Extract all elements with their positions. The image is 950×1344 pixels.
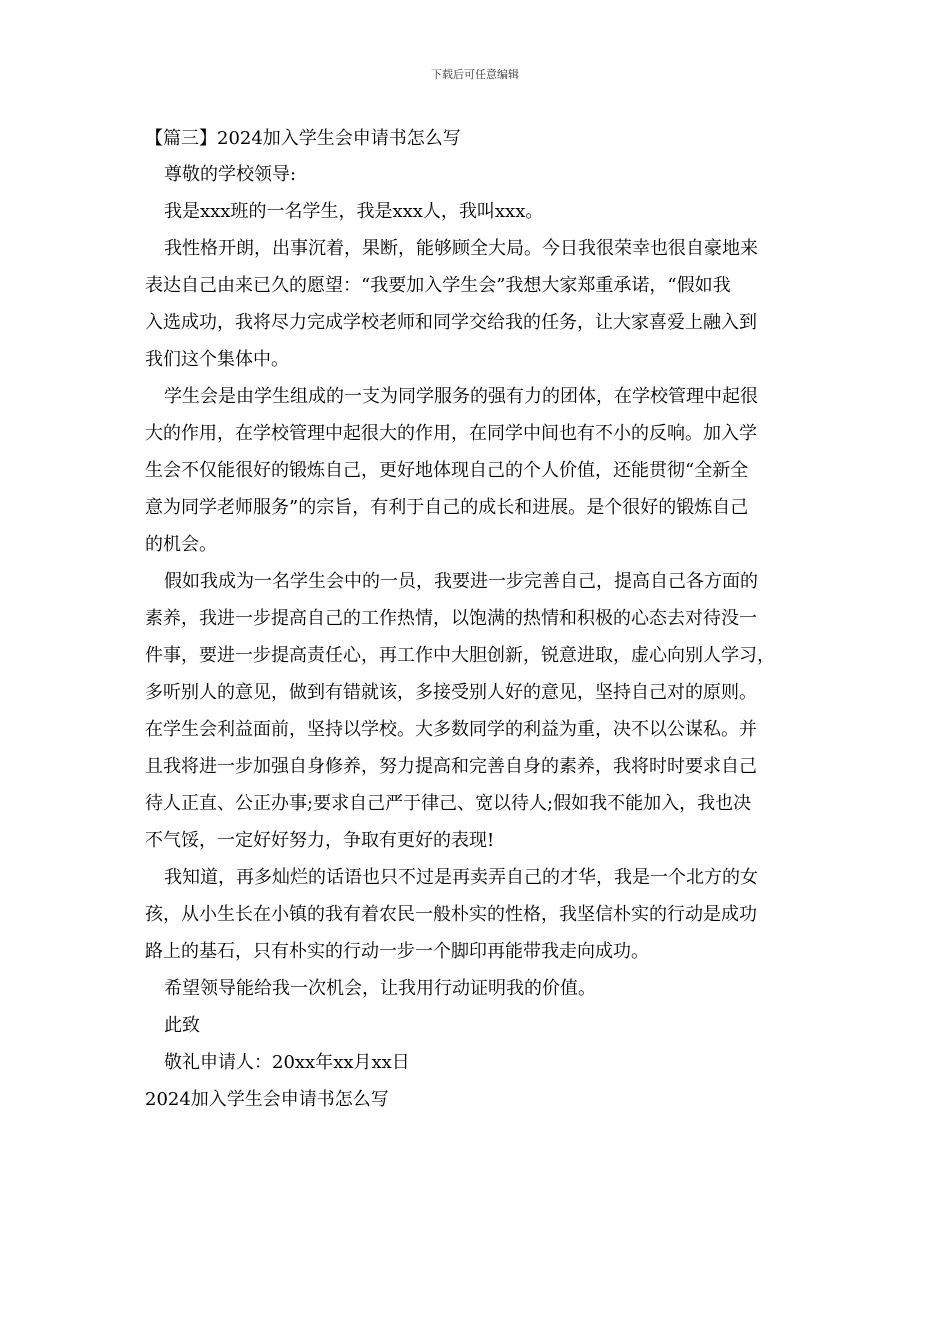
paragraph-line: 大的作用，在学校管理中起很大的作用，在同学中间也有不小的反响。加入学 <box>145 423 757 444</box>
signature: 敬礼申请人：20xx年xx月xx日 <box>164 1052 410 1073</box>
document-title: 【篇三】2024加入学生会申请书怎么写 <box>145 128 461 149</box>
paragraph-line: 假如我成为一名学生会中的一员，我要进一步完善自己，提高自己各方面的 <box>164 571 758 592</box>
paragraph-line: 件事，要进一步提高责任心，再工作中大胆创新，锐意进取，虚心向别人学习， <box>145 645 775 666</box>
paragraph-5: 希望领导能给我一次机会，让我用行动证明我的价值。 <box>164 978 596 999</box>
page-header-note: 下载后可任意编辑 <box>431 68 519 81</box>
paragraph-line: 生会不仅能很好的锻炼自己，更好地体现自己的个人价值，还能贯彻“全新全 <box>145 460 749 481</box>
paragraph-line: 孩，从小生长在小镇的我有着农民一般朴实的性格，我坚信朴实的行动是成功 <box>145 904 757 925</box>
salutation: 尊敬的学校领导: <box>164 164 297 185</box>
footer-title: 2024加入学生会申请书怎么写 <box>145 1089 389 1110</box>
intro-line: 我是xxx班的一名学生，我是xxx人，我叫xxx。 <box>164 201 544 222</box>
paragraph-line: 且我将进一步加强自身修养，努力提高和完善自身的素养，我将时时要求自己 <box>145 756 757 777</box>
paragraph-line: 不气馁，一定好好努力，争取有更好的表现! <box>145 830 495 851</box>
paragraph-line: 意为同学老师服务”的宗旨，有利于自己的成长和进展。是个很好的锻炼自己 <box>145 497 749 518</box>
paragraph-line: 入选成功，我将尽力完成学校老师和同学交给我的任务，让大家喜爱上融入到 <box>145 312 757 333</box>
paragraph-line: 多听别人的意见，做到有错就该，多接受别人好的意见，坚持自己对的原则。 <box>145 682 757 703</box>
paragraph-4 <box>145 859 815 970</box>
paragraph-line: 我性格开朗，出事沉着，果断，能够顾全大局。今日我很荣幸也很自豪地来 <box>164 238 758 259</box>
paragraph-line: 我们这个集体中。 <box>145 349 289 370</box>
paragraph-line: 在学生会利益面前，坚持以学校。大多数同学的利益为重，决不以公谋私。并 <box>145 719 757 740</box>
paragraph-3 <box>145 563 815 859</box>
closing: 此致 <box>164 1015 200 1036</box>
paragraph-line: 待人正直、公正办事;要求自己严于律己、宽以待人;假如我不能加入，我也决 <box>145 793 752 814</box>
document-body <box>145 120 815 1118</box>
paragraph-line: 学生会是由学生组成的一支为同学服务的强有力的团体，在学校管理中起很 <box>164 386 758 407</box>
paragraph-1 <box>145 230 815 378</box>
paragraph-line: 表达自己由来已久的愿望：“我要加入学生会”我想大家郑重承诺，“假如我 <box>145 275 731 296</box>
paragraph-2 <box>145 378 815 563</box>
paragraph-line: 路上的基石，只有朴实的行动一步一个脚印再能带我走向成功。 <box>145 941 649 962</box>
paragraph-line: 我知道，再多灿烂的话语也只不过是再卖弄自己的才华，我是一个北方的女 <box>164 867 758 888</box>
paragraph-line: 素养，我进一步提高自己的工作热情，以饱满的热情和积极的心态去对待没一 <box>145 608 757 629</box>
paragraph-line: 的机会。 <box>145 534 217 555</box>
